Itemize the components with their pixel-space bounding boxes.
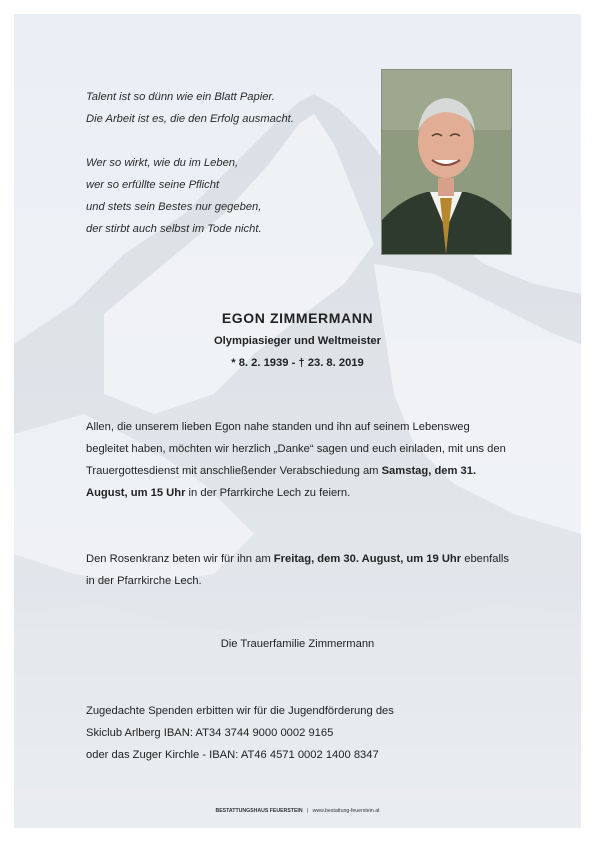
life-dates: * 8. 2. 1939 - † 23. 8. 2019 (231, 357, 364, 369)
poem-line: und stets sein Bestes nur gegeben, (86, 201, 262, 213)
poem-stanza-gap (86, 130, 294, 152)
announcement-paragraph (86, 416, 510, 504)
poem-line: Wer so wirkt, wie du im Leben, (86, 157, 239, 169)
funeral-home-name: BESTATTUNGSHAUS FEUERSTEIN (215, 808, 303, 814)
footer-website: www.bestattung-feuerstein.at (312, 808, 380, 814)
family-signature: Die Trauerfamilie Zimmermann (220, 638, 375, 650)
obituary-card (14, 14, 581, 828)
footer (14, 808, 581, 814)
donation-line: Zugedachte Spenden erbitten wir für die Jugendförderung des (86, 705, 394, 717)
service-date: Samstag, dem 31. August, um 15 Uhr (86, 465, 477, 499)
rosary-text: Den Rosenkranz beten wir für ihn am (86, 553, 274, 565)
poem (86, 86, 294, 240)
portrait-photo (381, 69, 512, 255)
deceased-title: Olympiasieger und Weltmeister (213, 335, 382, 347)
donation-line: Skiclub Arlberg IBAN: AT34 3744 9000 0002 9165 (86, 727, 334, 739)
deceased-name: EGON ZIMMERMANN (221, 310, 374, 326)
poem-line: wer so erfüllte seine Pflicht (86, 179, 220, 191)
rosary-date: Freitag, dem 30. August, um 19 Uhr (273, 553, 462, 565)
poem-line: der stirbt auch selbst im Tode nicht. (86, 223, 262, 235)
donation-line: oder das Zuger Kirchle - IBAN: AT46 4571 0002 1400 8347 (86, 749, 379, 761)
rosary-paragraph (86, 548, 510, 592)
portrait-illustration (382, 70, 511, 254)
poem-line: Talent ist so dünn wie ein Blatt Papier. (86, 91, 275, 103)
rosary-text-end: ebenfalls in der Pfarrkirche Lech. (86, 553, 510, 587)
donations-paragraph (86, 700, 510, 766)
footer-separator: | (306, 808, 309, 814)
announcement-text-end: in der Pfarrkirche Lech zu feiern. (185, 487, 351, 499)
announcement-text: Allen, die unserem lieben Egon nahe standen und ihn auf seinem Lebensweg begleitet haben, möchten wir herzlich „Danke“ sagen und euch einladen, mit uns den Trauergottesdienst mit anschließender Verabschiedung am (86, 421, 506, 477)
poem-line: Die Arbeit ist es, die den Erfolg ausmacht. (86, 113, 294, 125)
